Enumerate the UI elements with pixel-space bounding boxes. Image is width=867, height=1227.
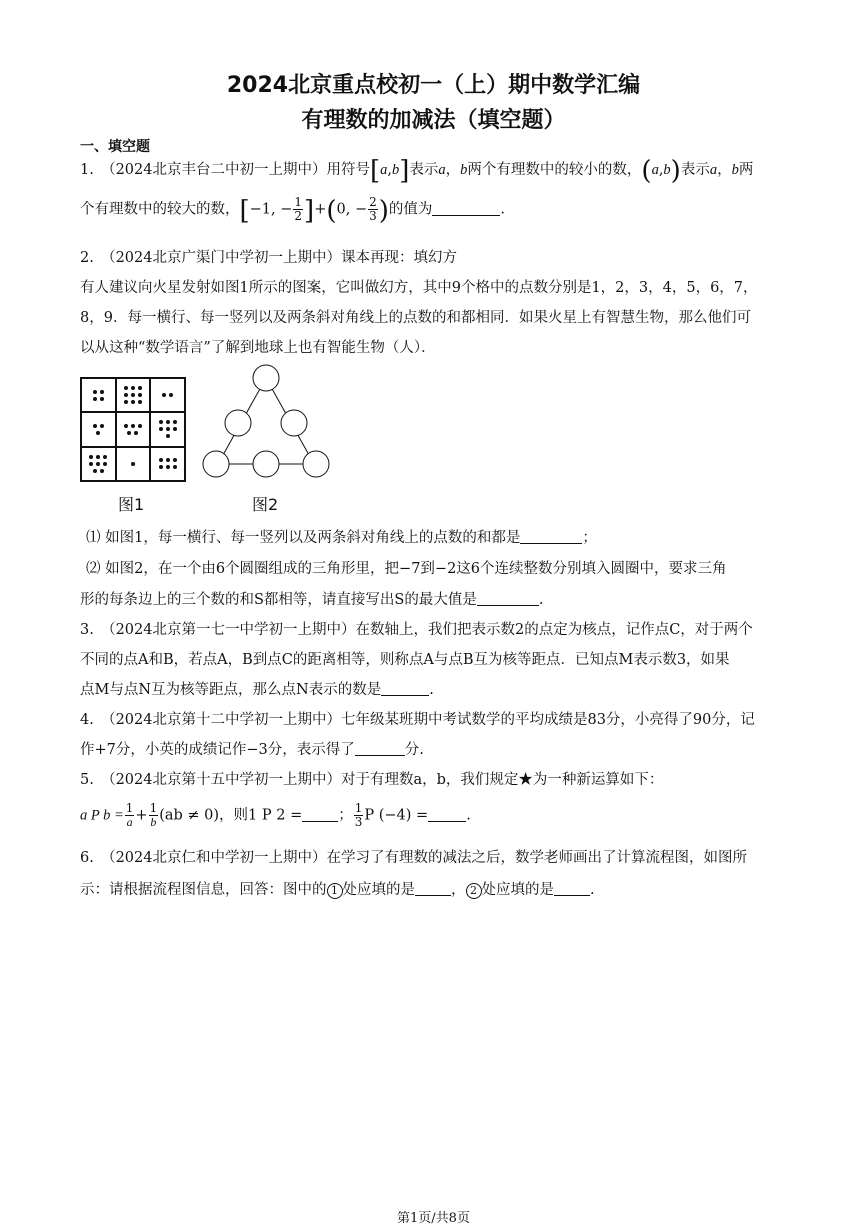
dot (100, 390, 104, 394)
dot (159, 420, 163, 424)
magic-square-figure (80, 377, 186, 482)
page-footer: 第1页/共8页 (397, 1211, 470, 1226)
dot (100, 424, 104, 428)
q4-line2: 作+7分，小英的成绩记作−3分，表示得了 分. (80, 742, 424, 758)
section-heading: 一、填空题 (80, 139, 150, 155)
dot (173, 465, 177, 469)
dot (96, 462, 100, 466)
dot (159, 427, 163, 431)
q2-line3: 8，9．每一横行、每一竖列以及两条斜对角线上的点数的和都相同．如果火星上有智慧生物，那么他们可 (80, 310, 751, 326)
magic-square-cell (116, 447, 151, 481)
dot (166, 465, 170, 469)
magic-square-cell (116, 378, 151, 412)
dot (93, 397, 97, 401)
q2-line1: 2. （2024北京广渠门中学初一上期中）课本再现：填幻方 (80, 250, 457, 266)
dot (166, 420, 170, 424)
dot (131, 424, 135, 428)
q3-line2: 不同的点A和B，若点A，B到点C的距离相等，则称点A与点B互为核等距点．已知点M表示数3，如果 (80, 652, 730, 668)
dot (138, 386, 142, 390)
dot (138, 393, 142, 397)
dot (131, 462, 135, 466)
page-title: 2024北京重点校初一（上）期中数学汇编 (226, 73, 641, 98)
q1-line1: 1. （2024北京丰台二中初一上期中）用符号[a,b]表示a，b两个有理数中的较小的数，(a,b)表示a，b两 (80, 156, 754, 186)
dot (93, 424, 97, 428)
magic-square-cell (81, 412, 116, 446)
q2-line2: 有人建议向火星发射如图1所示的图案，它叫做幻方，其中9个格中的点数分别是1，2，3，4，5，6，7， (80, 280, 758, 296)
dot (124, 393, 128, 397)
dot (169, 393, 173, 397)
q4-line1: 4. （2024北京第十二中学初一上期中）七年级某班期中考试数学的平均成绩是83分，小亮得了90分，记 (80, 712, 755, 728)
circled-number-2: 2 (466, 883, 482, 899)
magic-square-cell (150, 447, 185, 481)
figure2-caption: 图2 (252, 495, 279, 514)
dot (100, 397, 104, 401)
dot (173, 427, 177, 431)
circle-bottom-left (203, 451, 229, 477)
q5-line2: a P b = $\frac{1}{a}$ + $\frac{1}{b}$ (ab ≠ 0)，则1 P 2 = ； $\frac{1}{3}$ P (−4) = . (80, 801, 471, 829)
circle-right-mid (281, 410, 307, 436)
q2-part2-line2: 形的每条边上的三个数的和S都相等，请直接写出S的最大值是 . (80, 592, 544, 608)
q2-line4: 以从这种“数学语言”了解到地球上也有智能生物（人）． (80, 340, 436, 356)
dot (127, 431, 131, 435)
dot (166, 458, 170, 462)
magic-square-cell (150, 378, 185, 412)
triangle-circles-figure (200, 362, 332, 480)
dot (100, 469, 104, 473)
q6-line2: 示：请根据流程图信息，回答：图中的 1 处应填的是 ， 2 处应填的是 . (80, 882, 595, 898)
circle-bottom-right (303, 451, 329, 477)
q3-line3: 点M与点N互为核等距点，那么点N表示的数是 . (80, 682, 434, 698)
dot (159, 458, 163, 462)
circled-number-1: 1 (327, 883, 343, 899)
q2-part2-line1: ⑵ 如图2，在一个由6个圆圈组成的三角形里，把−7到−2这6个连续整数分别填入圆圈中，要求三角 (86, 561, 727, 577)
dot (173, 458, 177, 462)
dot (162, 393, 166, 397)
dot (93, 469, 97, 473)
dot (124, 386, 128, 390)
q6-line1: 6. （2024北京仁和中学初一上期中）在学习了有理数的减法之后，数学老师画出了计算流程图，如图所 (80, 850, 747, 866)
q2-part1: ⑴ 如图1，每一横行、每一竖列以及两条斜对角线上的点数的和都是 ； (86, 530, 597, 546)
dot (134, 431, 138, 435)
dot (96, 431, 100, 435)
dot (124, 424, 128, 428)
q1-line2: 个有理数中的较大的数，[−1, − $\frac{1}{2}$ ]+(0, − $\frac{2}{3}$ )的值为 . (80, 195, 506, 226)
magic-square-cell (116, 412, 151, 446)
dot (124, 400, 128, 404)
q3-line1: 3. （2024北京第一七一中学初一上期中）在数轴上，我们把表示数2的点定为核点，记作点C，对于两个 (80, 622, 753, 638)
dot (166, 434, 170, 438)
magic-square-cell (150, 412, 185, 446)
circle-top (253, 365, 279, 391)
dot (131, 400, 135, 404)
dot (103, 462, 107, 466)
dot (89, 455, 93, 459)
dot (131, 393, 135, 397)
dot (89, 462, 93, 466)
dot (103, 455, 107, 459)
figure1-caption: 图1 (118, 495, 145, 514)
circle-left-mid (225, 410, 251, 436)
dot (131, 386, 135, 390)
dot (159, 465, 163, 469)
circle-bottom-mid (253, 451, 279, 477)
dot (96, 455, 100, 459)
magic-square-cell (81, 378, 116, 412)
page-subtitle: 有理数的加减法（填空题） (301, 108, 566, 133)
dot (138, 400, 142, 404)
magic-square-cell (81, 447, 116, 481)
dot (138, 424, 142, 428)
q5-line1: 5. （2024北京第十五中学初一上期中）对于有理数a，b，我们规定★为一种新运算如下： (80, 772, 664, 788)
dot (173, 420, 177, 424)
dot (93, 390, 97, 394)
dot (166, 427, 170, 431)
